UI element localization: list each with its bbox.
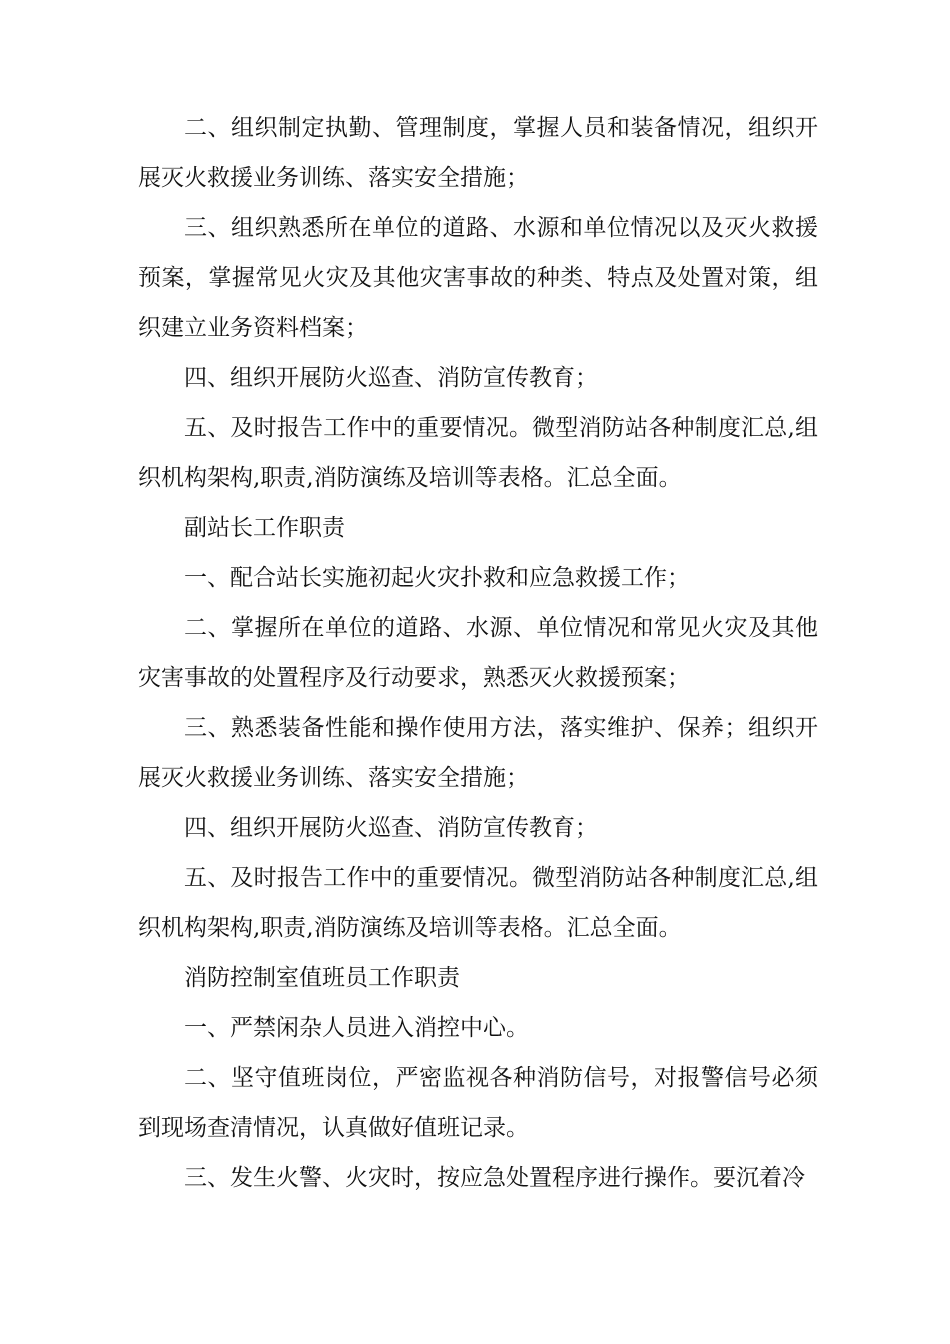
paragraph-control-duty-3: 三、发生火警、火灾时，按应急处置程序进行操作。要沉着冷 xyxy=(184,1165,805,1191)
paragraph-control-duty-2: 二、坚守值班岗位，严密监视各种消防信号，对报警信号必须到现场查清情况，认真做好值班记录。 xyxy=(138,1065,818,1141)
paragraph-station-chief-duty-4: 四、组织开展防火巡查、消防宣传教育； xyxy=(184,365,598,391)
paragraph-station-chief-duty-2: 二、组织制定执勤、管理制度，掌握人员和装备情况，组织开展灭火救援业务训练、落实安全措施； xyxy=(138,115,818,191)
section-heading-control-room: 消防控制室值班员工作职责 xyxy=(184,965,460,991)
paragraph-deputy-duty-3: 三、熟悉装备性能和操作使用方法，落实维护、保养；组织开展灭火救援业务训练、落实安全措施； xyxy=(138,715,818,791)
paragraph-deputy-duty-1: 一、配合站长实施初起火灾扑救和应急救援工作； xyxy=(184,565,690,591)
paragraph-station-chief-duty-3: 三、组织熟悉所在单位的道路、水源和单位情况以及灭火救援预案，掌握常见火灾及其他灾害事故的种类、特点及处置对策，组织建立业务资料档案； xyxy=(138,215,818,341)
paragraph-control-duty-1: 一、严禁闲杂人员进入消控中心。 xyxy=(184,1015,529,1041)
document-page xyxy=(138,103,818,1203)
paragraph-deputy-duty-5: 五、及时报告工作中的重要情况。微型消防站各种制度汇总,组织机构架构,职责,消防演练及培训等表格。汇总全面。 xyxy=(138,865,818,941)
paragraph-station-chief-duty-5: 五、及时报告工作中的重要情况。微型消防站各种制度汇总,组织机构架构,职责,消防演练及培训等表格。汇总全面。 xyxy=(138,415,818,491)
paragraph-deputy-duty-4: 四、组织开展防火巡查、消防宣传教育； xyxy=(184,815,598,841)
section-heading-deputy-chief: 副站长工作职责 xyxy=(184,515,345,541)
paragraph-deputy-duty-2: 二、掌握所在单位的道路、水源、单位情况和常见火灾及其他灾害事故的处置程序及行动要求，熟悉灭火救援预案； xyxy=(138,615,818,691)
